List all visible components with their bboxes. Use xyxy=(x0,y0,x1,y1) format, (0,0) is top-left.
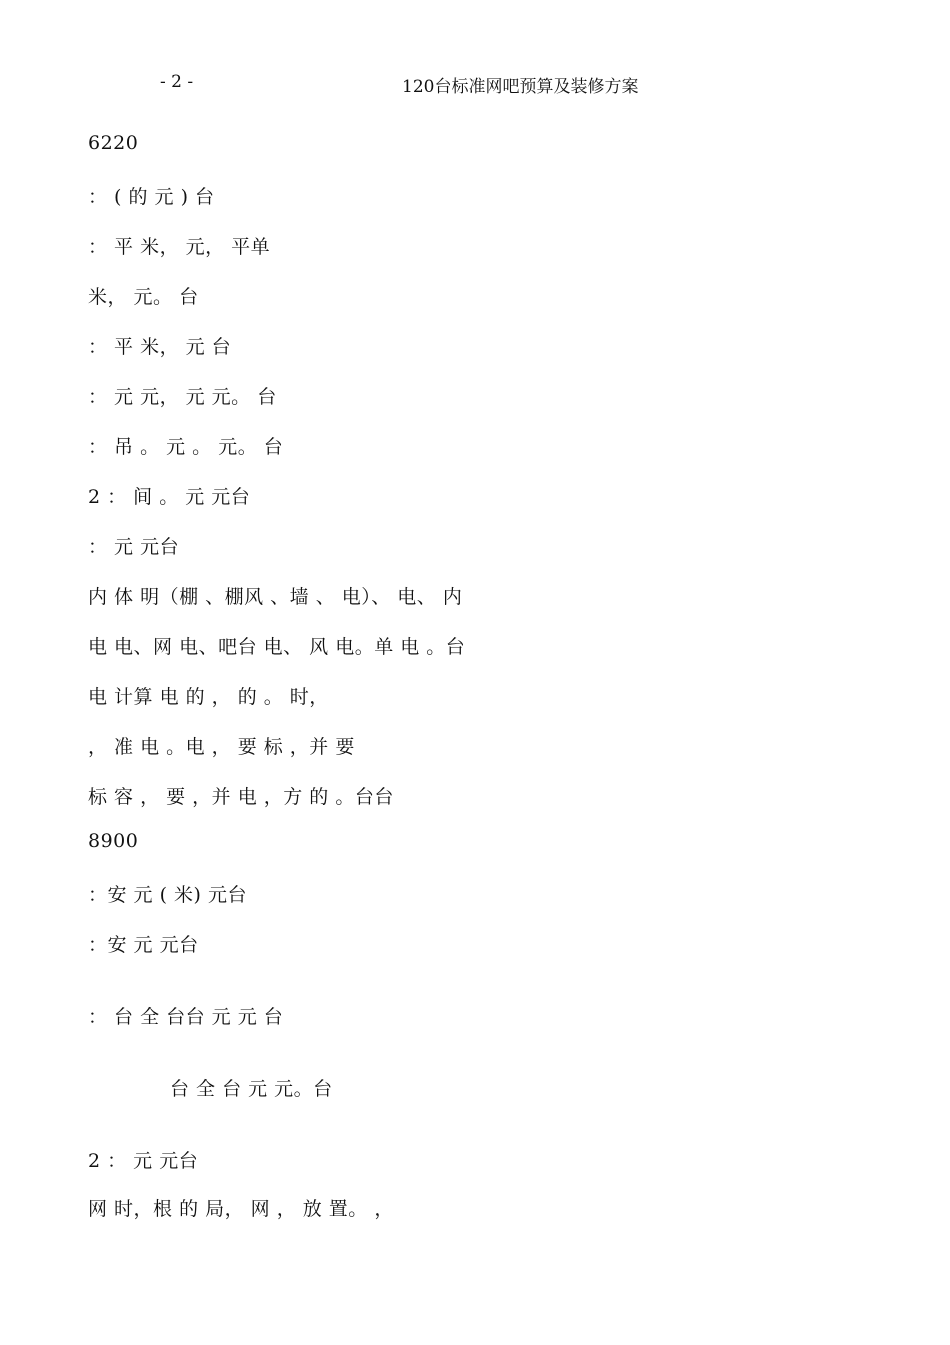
text-line: 台 全 台 元 元。台 xyxy=(170,1078,333,1100)
text-line: 电 计算 电 的 ， 的 。 时， xyxy=(88,686,329,708)
text-line: ： 平 米， 元， 平单 xyxy=(88,236,271,258)
page-number: - 2 - xyxy=(160,72,194,92)
text-line: ： 平 米， 元 台 xyxy=(88,336,232,358)
text-line: ： 台 全 台台 元 元 台 xyxy=(88,1006,284,1028)
text-line: ： 吊 。 元 。 元。 台 xyxy=(88,436,284,458)
text-line: ：安 元 元台 xyxy=(88,934,199,956)
text-line: 电 电、网 电、吧台 电、 风 电。单 电 。台 xyxy=(88,636,466,658)
text-line: 标 容 ， 要 ，并 电 ，方 的 。台台 xyxy=(88,786,394,808)
text-line: 2 ： 间 。 元 元台 xyxy=(88,486,251,508)
text-line: ：安 元 ( 米) 元台 xyxy=(88,884,247,906)
text-line: 2 ： 元 元台 xyxy=(88,1150,199,1172)
document-title: 120台标准网吧预算及装修方案 xyxy=(402,77,639,97)
text-line: 6220 xyxy=(88,132,139,154)
text-line: 8900 xyxy=(88,830,139,852)
text-line: 米， 元。 台 xyxy=(88,286,199,308)
text-line: ， 准 电 。电 ， 要 标 ，并 要 xyxy=(88,736,355,758)
text-line: ： ( 的 元 ) 台 xyxy=(88,186,215,208)
text-line: 内 体 明（棚 、棚风 、墙 、 电）、 电、 内 xyxy=(88,586,463,608)
text-line: ： 元 元， 元 元。 台 xyxy=(88,386,277,408)
text-line: ： 元 元台 xyxy=(88,536,180,558)
text-line: 网 时，根 的 局， 网 ， 放 置。 ， xyxy=(88,1198,394,1220)
